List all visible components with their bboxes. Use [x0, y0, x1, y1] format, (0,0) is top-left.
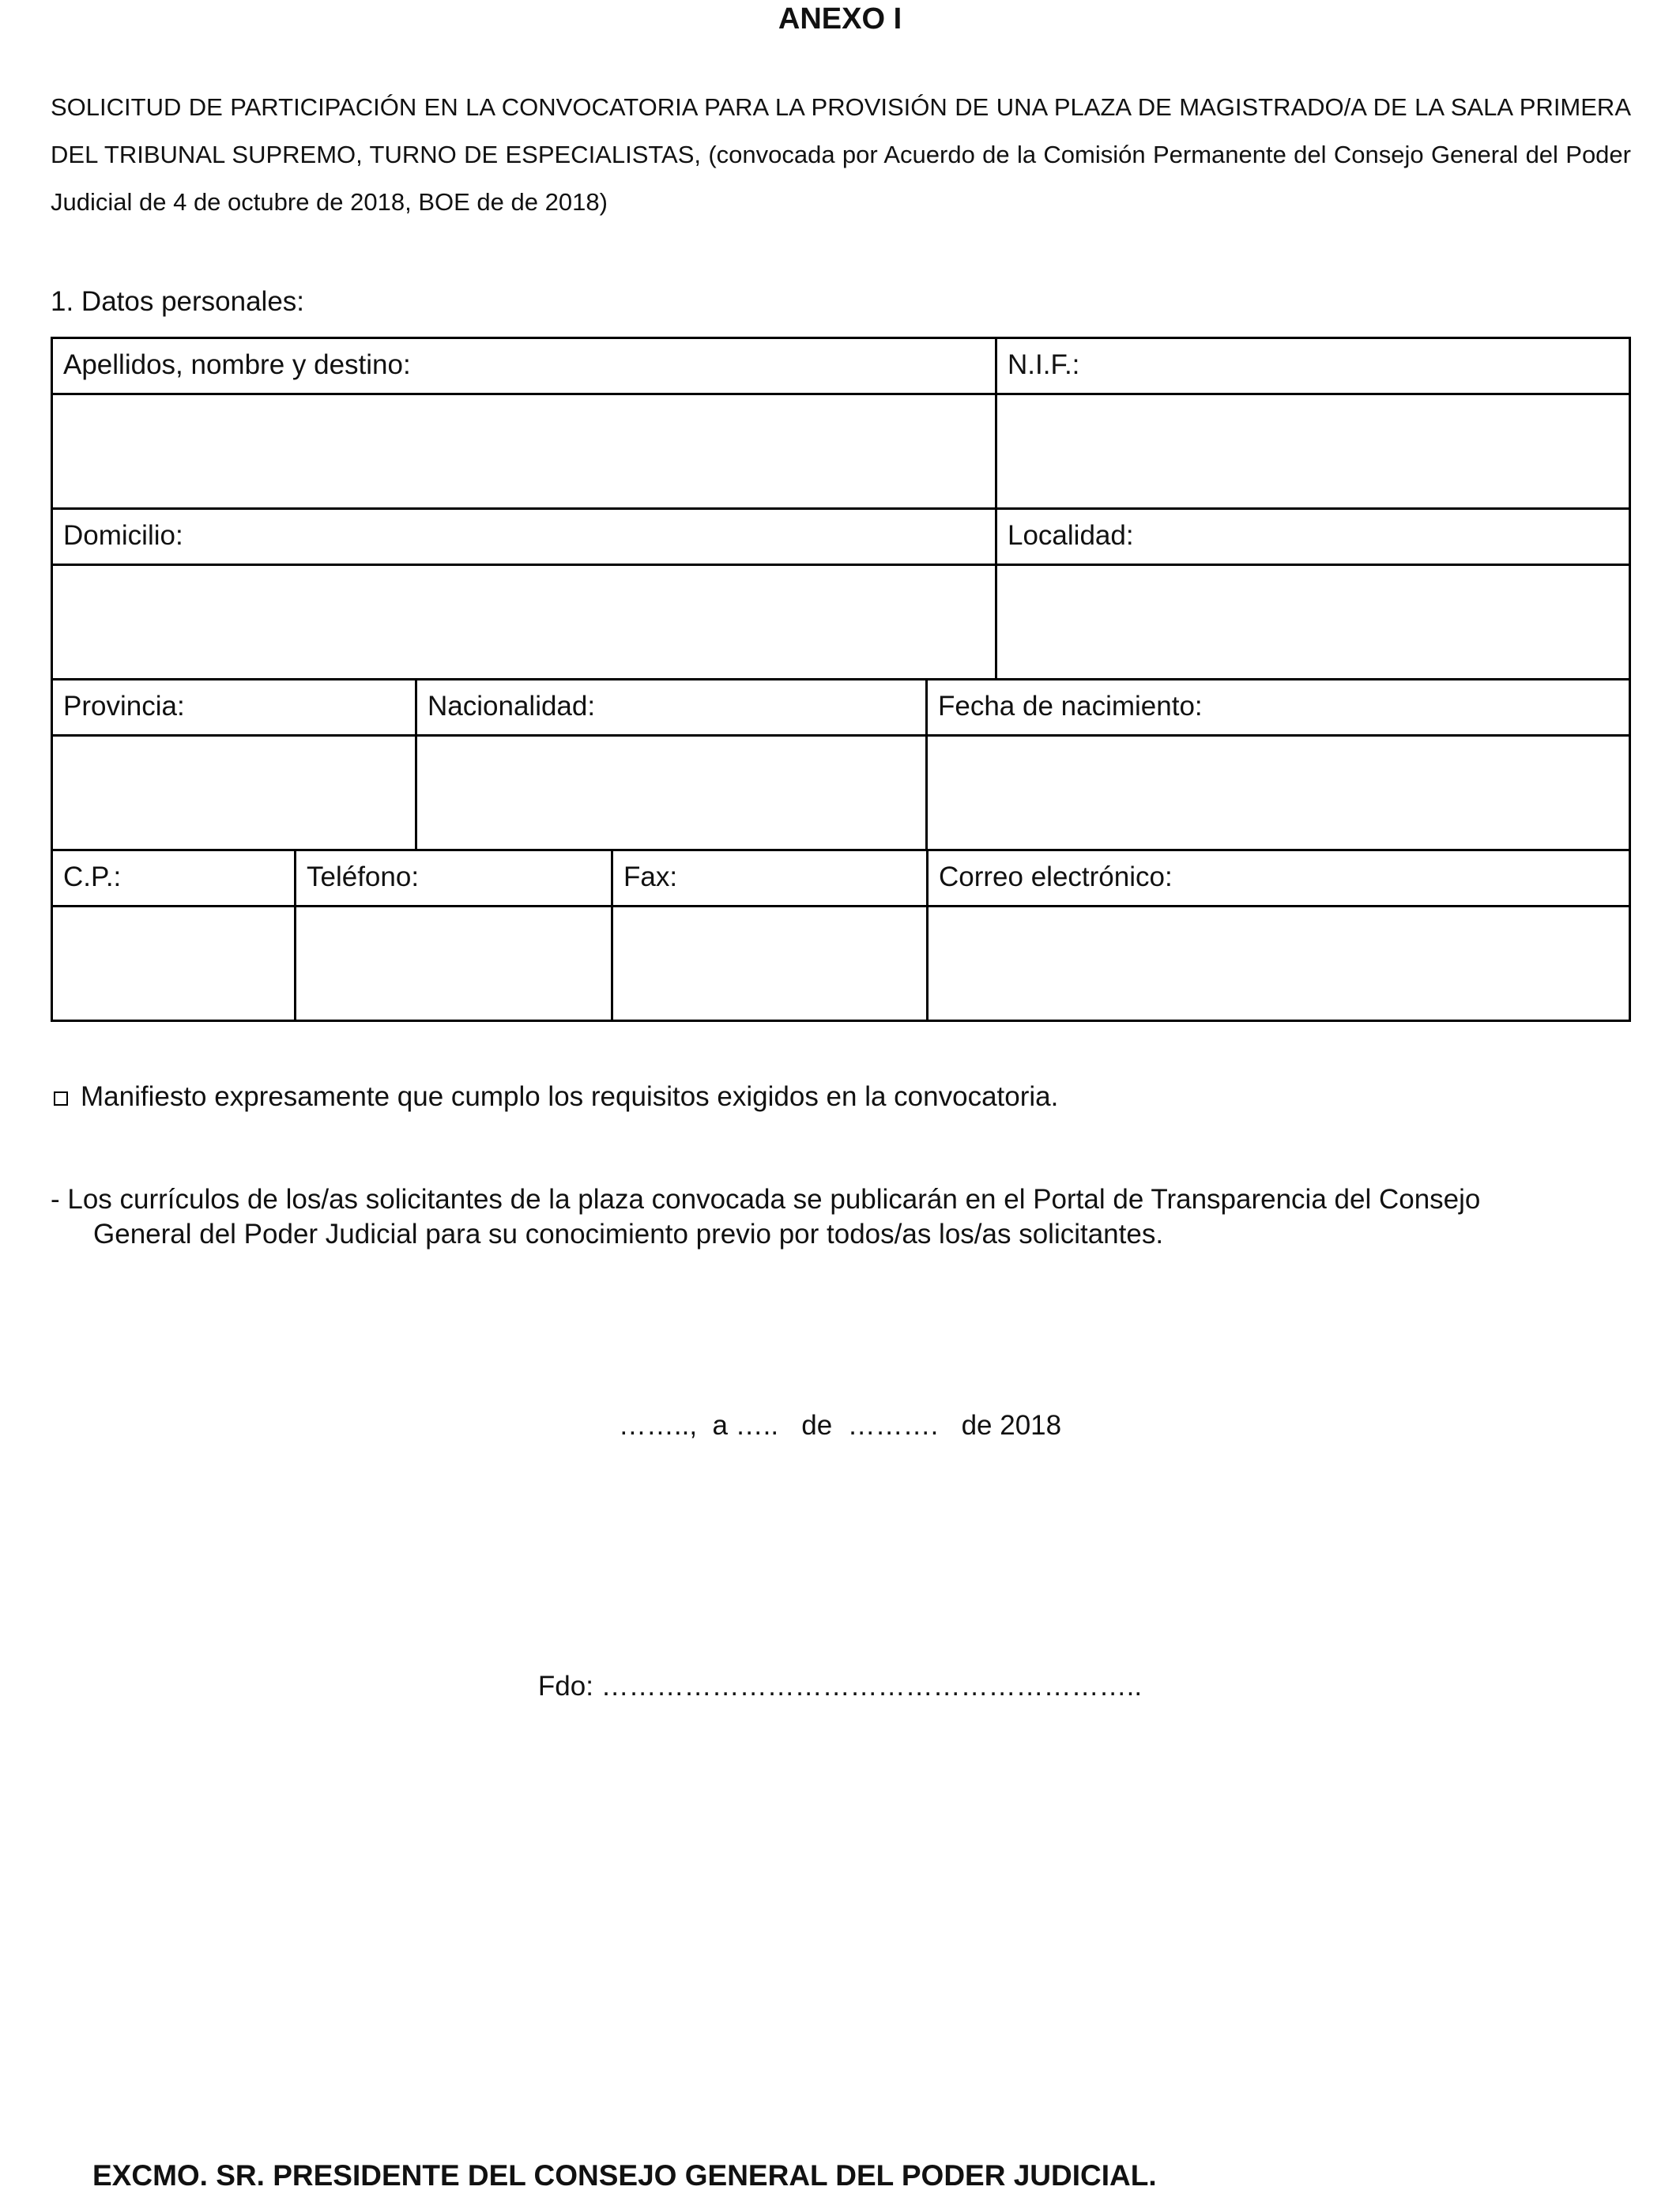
nif-label: N.I.F.: — [995, 337, 1631, 395]
addressee: EXCMO. SR. PRESIDENTE DEL CONSEJO GENERAL DEL PODER JUDICIAL. — [92, 2159, 1157, 2192]
fax-field[interactable] — [611, 905, 929, 1022]
domicilio-field[interactable] — [51, 564, 997, 680]
telefono-label: Teléfono: — [294, 849, 613, 907]
provincia-field[interactable] — [51, 734, 417, 851]
note-line-2: General del Poder Judicial para su conocimiento previo por todos/as los/as solicitantes. — [93, 1219, 1164, 1250]
nacionalidad-field[interactable] — [415, 734, 928, 851]
fecha-nacimiento-label: Fecha de nacimiento: — [925, 678, 1631, 737]
signature-line: Fdo: ………………………………………………….. — [537, 1671, 1143, 1702]
correo-label: Correo electrónico: — [926, 849, 1631, 907]
intro-paragraph: SOLICITUD DE PARTICIPACIÓN EN LA CONVOCATORIA PARA LA PROVISIÓN DE UNA PLAZA DE MAGISTRADO/A DE LA SALA PRIMERA DEL TRIBUNAL SUPREMO, TURNO DE ESPECIALISTAS, (convocada por Acuerdo de la Comisión Permanente del Consejo General del Poder Judicial de 4 de octubre de 2018, BOE de de 2018) — [51, 93, 1631, 216]
transparency-note — [51, 1182, 1631, 1252]
apellidos-label: Apellidos, nombre y destino: — [51, 337, 997, 395]
localidad-label: Localidad: — [995, 507, 1631, 566]
cp-field[interactable] — [51, 905, 296, 1022]
personal-data-form — [51, 337, 1631, 1024]
fax-label: Fax: — [611, 849, 929, 907]
requirements-text: Manifiesto expresamente que cumplo los requisitos exigidos en la convocatoria. — [81, 1081, 1059, 1112]
fecha-nacimiento-field[interactable] — [925, 734, 1631, 851]
nif-field[interactable] — [995, 393, 1631, 510]
date-line: …….., a ….. de ………. de 2018 — [618, 1410, 1062, 1441]
note-line-1: - Los currículos de los/as solicitantes de la plaza convocada se publicarán en el Portal de Transparencia del Consejo — [51, 1184, 1481, 1215]
provincia-label: Provincia: — [51, 678, 417, 737]
nacionalidad-label: Nacionalidad: — [415, 678, 928, 737]
apellidos-field[interactable] — [51, 393, 997, 510]
page-title: ANEXO I — [778, 2, 902, 36]
localidad-field[interactable] — [995, 564, 1631, 680]
section-heading: 1. Datos personales: — [51, 286, 305, 317]
telefono-field[interactable] — [294, 905, 613, 1022]
requirements-checkbox[interactable] — [54, 1091, 68, 1106]
cp-label: C.P.: — [51, 849, 296, 907]
correo-field[interactable] — [926, 905, 1631, 1022]
requirements-declaration — [51, 1080, 1058, 1114]
domicilio-label: Domicilio: — [51, 507, 997, 566]
